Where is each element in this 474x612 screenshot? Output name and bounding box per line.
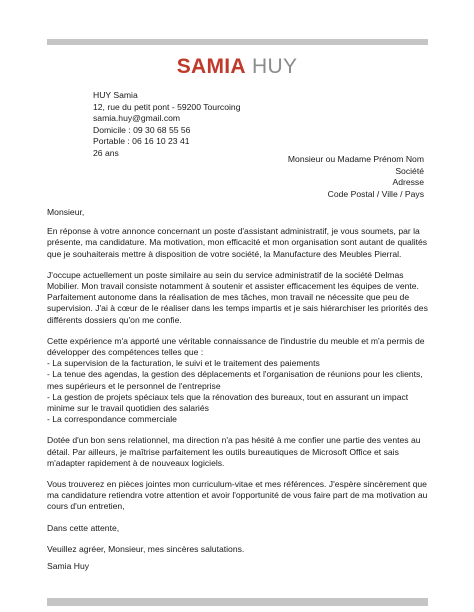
signature: Samia Huy [47,561,90,572]
recipient-company: Société [395,165,424,176]
recipient-address: Adresse [392,177,424,188]
list-item: - La supervision de la facturation, le suivi et le traitement des paiements [47,358,320,369]
sender-address: 12, rue du petit pont - 59200 Tourcoing [93,101,241,112]
paragraph-intro: En réponse à votre annonce concernant un poste d'assistant administratif, je vous soumets, par la présente, ma candidature. Ma motivation, mon efficacité et mon organisation sont autant de qualités que je souhaiterais mettre à disposition de votre société, la Manufacture des Meubles Pierral. [47,226,428,259]
recipient-name: Monsieur ou Madame Prénom Nom [287,154,424,164]
header-first-name: SAMIA [176,55,246,78]
sender-mobile-phone: Portable : 06 16 10 23 41 [93,136,190,147]
sender-home-phone: Domicile : 09 30 68 55 56 [93,124,191,135]
paragraph-skills-intro: Cette expérience m'a apporté une véritable connaissance de l'industrie du meuble et m'a permis de développer des compétences telles que : [47,335,425,358]
header-last-name: HUY [252,55,298,78]
skills-list [47,358,430,425]
list-item: - La correspondance commerciale [47,414,177,425]
letter-body [47,207,430,572]
recipient-city: Code Postal / Ville / Pays [327,188,424,199]
sender-name: HUY Samia [93,90,138,100]
paragraph-current-job: J'occupe actuellement un poste similaire au sein du service administratif de la société Delmas Mobilier. Mon travail consiste notamment à soutenir et assister efficacement les équipes de vente. Parfaitement autonome dans la réalisation de mes tâches, mon travail ne nécessite que peu de supervision. J'ai à cœur de le réaliser dans les temps impartis et je sais hiérarchiser les priorités des différents dossiers qu'on me confie. [47,269,428,325]
sender-age: 26 ans [93,147,119,158]
sender-email: samia.huy@gmail.com [93,113,181,124]
paragraph-relational: Dotée d'un bon sens relationnel, ma direction n'a pas hésité à me confier une partie des ventes au détail. Par ailleurs, je maîtrise parfaitement les outils bureautiques de Microsoft Office et sais m'adapter rapidement à de nouveaux logiciels. [47,435,421,468]
letter-header-name [0,55,474,79]
waiting-line: Dans cette attente, [47,522,120,533]
top-decorative-band [47,39,428,45]
recipient-block [288,154,424,200]
list-item: - La tenue des agendas, la gestion des déplacements et l'organisation de réunions pour les clients, mes supérieurs et le personnel de l'entreprise [47,369,423,391]
salutation: Monsieur, [47,207,85,217]
paragraph-attachments: Vous trouverez en pièces jointes mon curriculum-vitae et mes références. J'espère sincèrement que ma candidature retiendra votre attention et avoir l'opportunité de vous faire part de ma motivation au cours d'un entretien, [47,479,428,512]
closing-salutation: Veuillez agréer, Monsieur, mes sincères salutations. [47,543,245,554]
list-item: - La gestion de projets spéciaux tels que la rénovation des bureaux, tout en assurant un impact minime sur le travail quotidien des salariés [47,391,409,414]
sender-block [93,90,240,160]
bottom-decorative-band [47,598,428,606]
